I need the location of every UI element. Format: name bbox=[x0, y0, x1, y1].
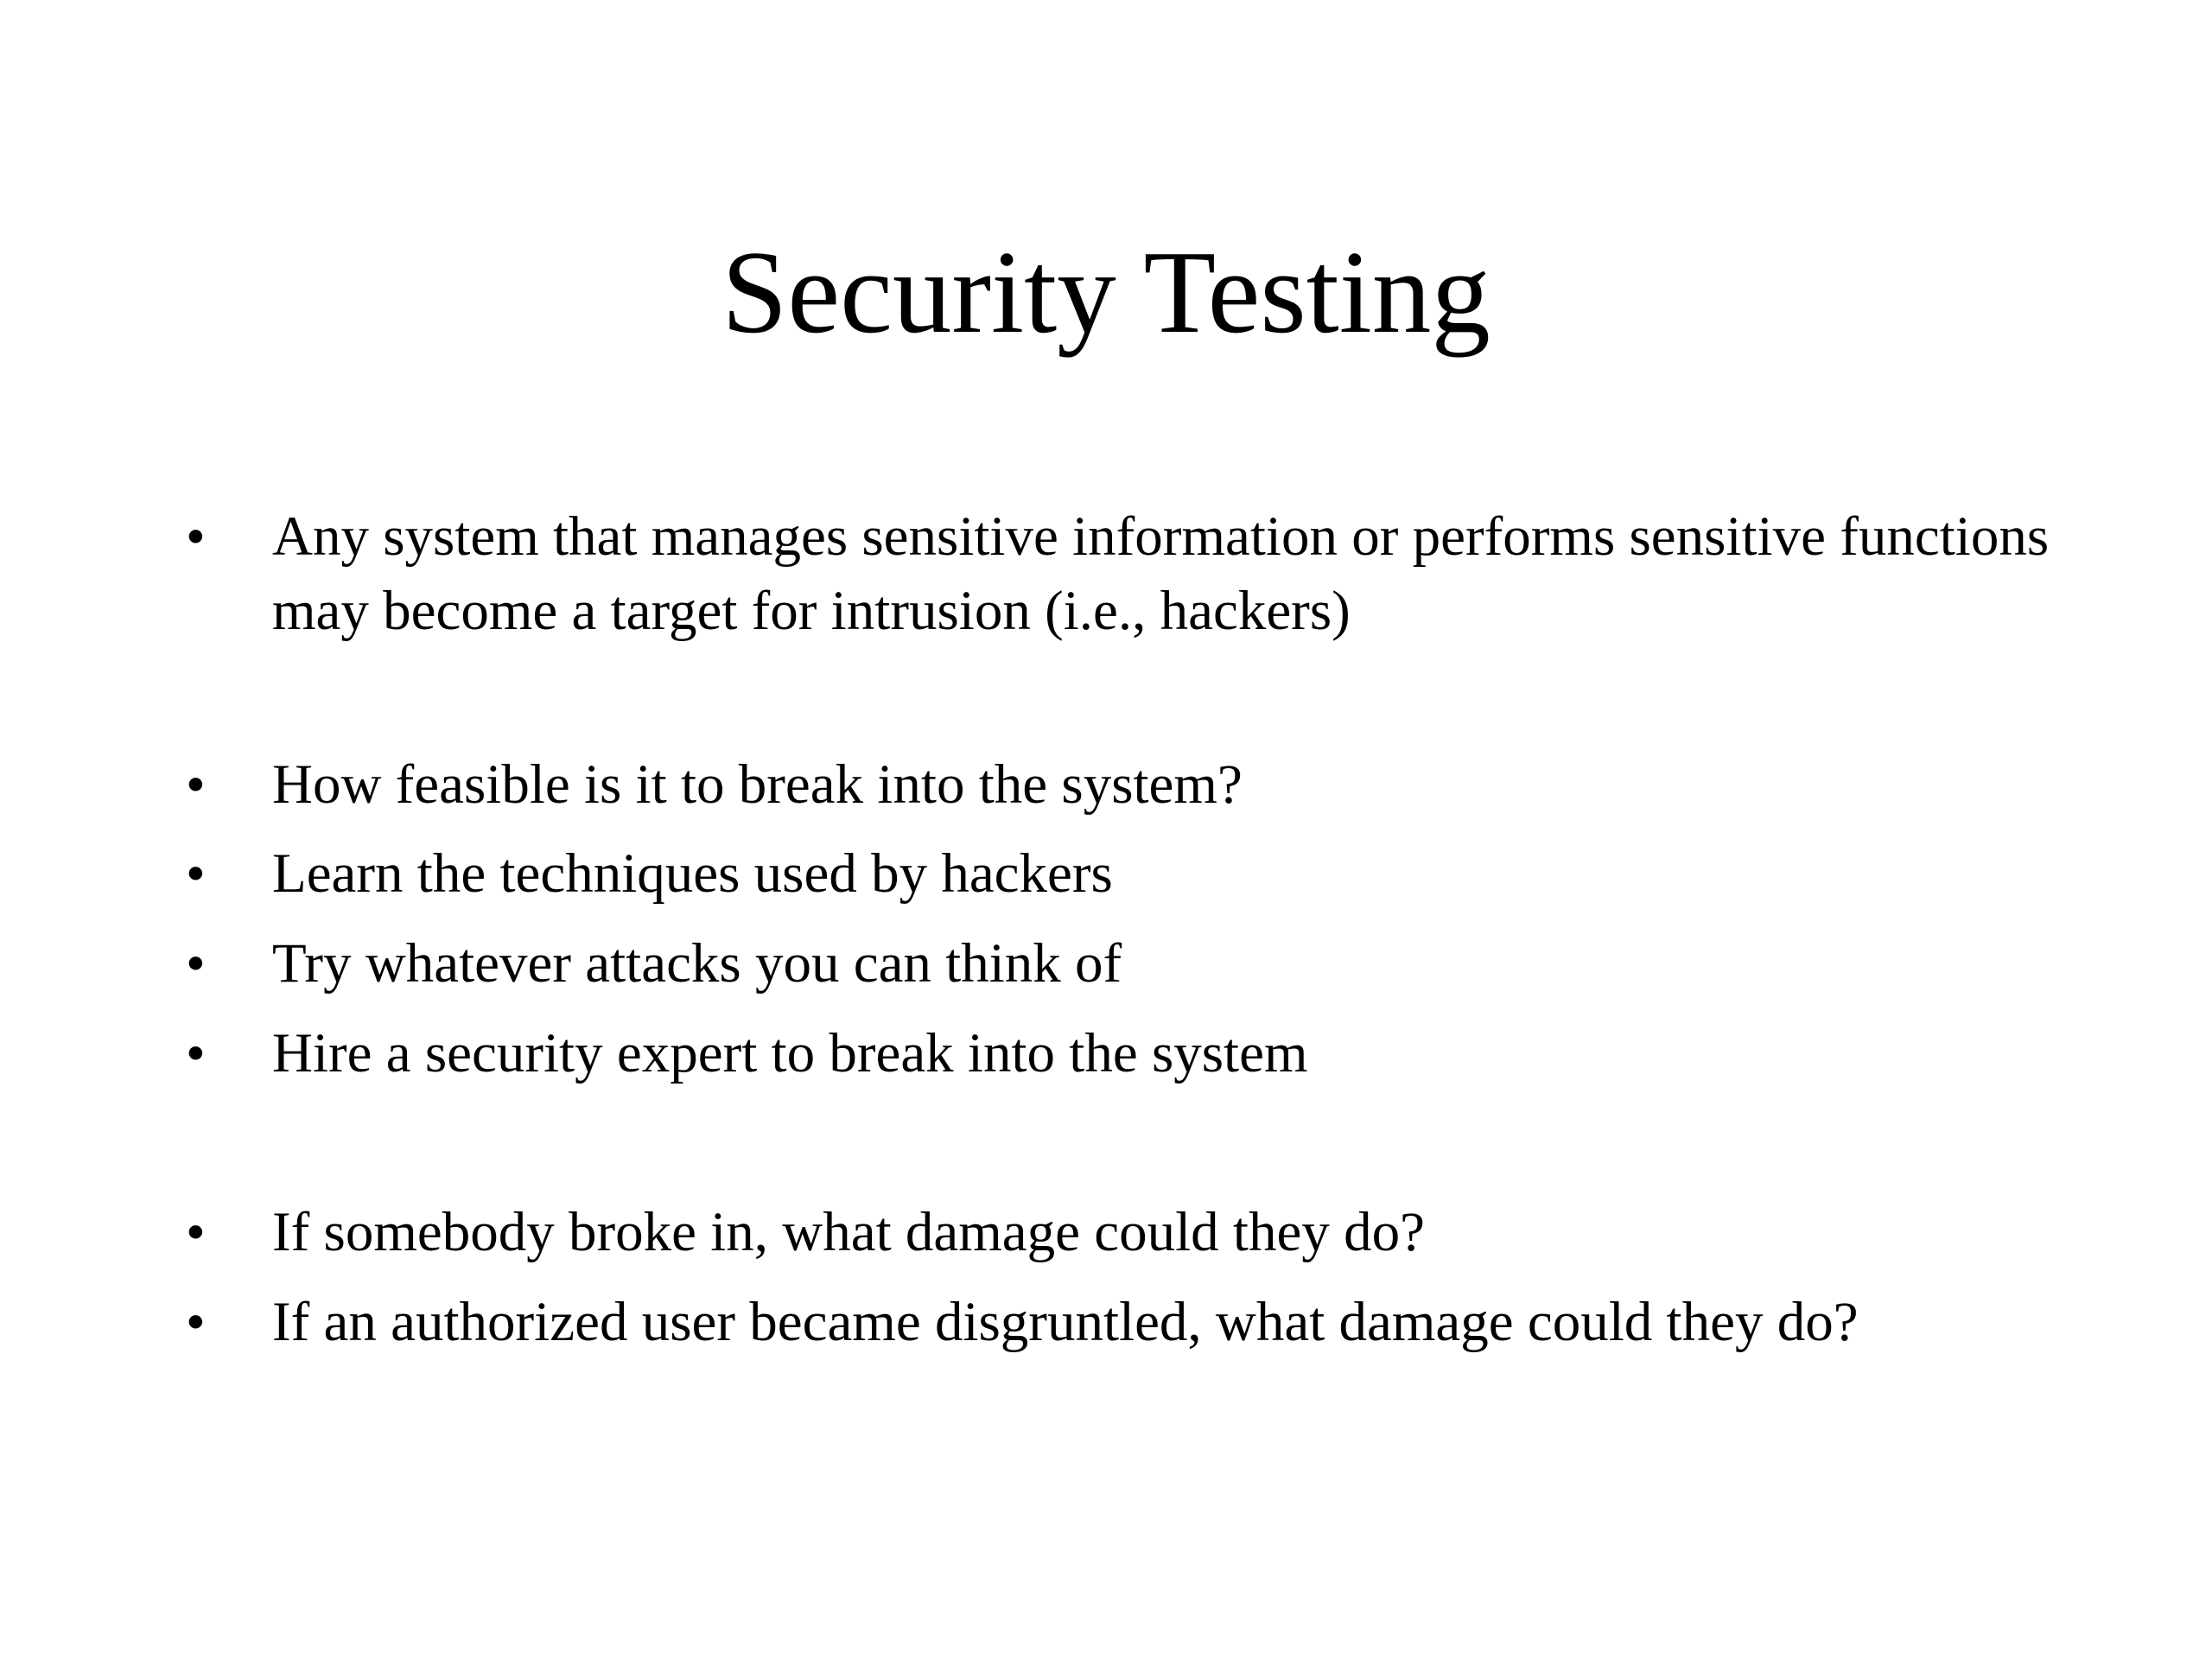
bullet-dot-icon: • bbox=[186, 932, 206, 995]
bullet-text: How feasible is it to break into the system? bbox=[272, 753, 1243, 816]
bullet-text: Learn the techniques used by hackers bbox=[272, 842, 1113, 905]
bullet-item bbox=[186, 747, 2087, 822]
bullet-text: Any system that manages sensitive information or performs sensitive functions may become a target for intrusion (i.e., hackers) bbox=[272, 505, 2050, 642]
bullet-dot-icon: • bbox=[186, 505, 206, 568]
bullet-item bbox=[186, 1285, 2087, 1359]
bullet-item bbox=[186, 926, 2087, 1001]
bullet-text: If somebody broke in, what damage could they do? bbox=[272, 1201, 1425, 1263]
bullet-text: If an authorized user became disgruntled, what damage could they do? bbox=[272, 1291, 1859, 1353]
bullet-text: Hire a security expert to break into the system bbox=[272, 1022, 1308, 1084]
bullet-dot-icon: • bbox=[186, 1201, 206, 1263]
bullet-dot-icon: • bbox=[186, 1022, 206, 1084]
bullet-dot-icon: • bbox=[186, 1291, 206, 1353]
bullet-item bbox=[186, 1195, 2087, 1269]
bullet-text: Try whatever attacks you can think of bbox=[272, 932, 1122, 995]
bullet-dot-icon: • bbox=[186, 842, 206, 905]
slide-title: Security Testing bbox=[721, 226, 1491, 358]
bullet-item bbox=[186, 1016, 2087, 1090]
bullet-dot-icon: • bbox=[186, 753, 206, 816]
bullet-item bbox=[186, 499, 2087, 648]
bullet-item bbox=[186, 836, 2087, 911]
